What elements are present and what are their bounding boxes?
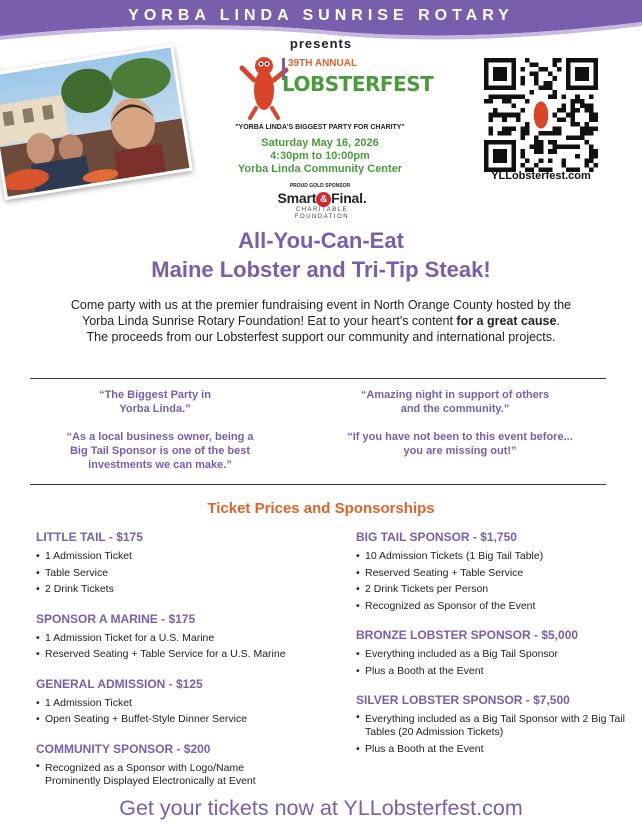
logo-ordinal: 39TH ANNUAL bbox=[288, 58, 358, 69]
lobsterfest-logo bbox=[236, 50, 434, 122]
sponsor-amp-icon: & bbox=[316, 192, 331, 207]
tier-item: • Open Seating + Buffet-Style Dinner Service bbox=[36, 711, 326, 728]
tier-sponsor-a-marine bbox=[36, 612, 326, 663]
qr-url-label[interactable]: YLLobsterfest.com bbox=[491, 170, 591, 182]
quote-3 bbox=[40, 430, 280, 472]
logo-name: LOBSTERFEST bbox=[282, 72, 434, 96]
tier-big-tail-sponsor bbox=[356, 530, 634, 614]
intro-text-after: . The proceeds from our Lobsterfest support our community and international projects. bbox=[86, 314, 560, 344]
headline-line1: All-You-Can-Eat bbox=[238, 228, 404, 253]
tier-item: • 10 Admission Tickets (1 Big Tail Table) bbox=[356, 548, 634, 565]
quote-1-line2: Yorba Linda.” bbox=[119, 403, 191, 415]
tier-little-tail bbox=[36, 530, 326, 598]
event-time: 4:30pm to 10:00pm bbox=[270, 150, 370, 162]
tier-item: • Recognized as a Sponsor with Logo/Name Prominently Displayed Electronically at Event bbox=[36, 760, 296, 790]
tier-item: • Reserved Seating + Table Service for a U.S. Marine bbox=[36, 646, 326, 663]
tier-name: BRONZE LOBSTER SPONSOR - $5,000 bbox=[356, 628, 579, 642]
sponsor-name-part1: Smart bbox=[277, 190, 317, 206]
tier-item: • Reserved Seating + Table Service bbox=[356, 565, 634, 582]
tickets-left-column bbox=[36, 530, 326, 804]
tier-item: • 2 Drink Tickets per Person bbox=[356, 581, 634, 598]
qr-lobster-icon bbox=[534, 101, 549, 128]
intro-paragraph bbox=[70, 297, 572, 345]
quote-1 bbox=[60, 388, 250, 416]
tier-item: • 1 Admission Ticket for a U.S. Marine bbox=[36, 630, 326, 647]
intro-text-bold: for a great cause bbox=[456, 314, 557, 328]
tier-silver-lobster-sponsor bbox=[356, 693, 634, 758]
tier-item: • 1 Admission Ticket bbox=[36, 695, 326, 712]
banner-title: YORBA LINDA SUNRISE ROTARY bbox=[128, 7, 514, 24]
headline-line2: Maine Lobster and Tri-Tip Steak! bbox=[151, 257, 491, 282]
quote-3-line2: Big Tail Sponsor is one of the best bbox=[69, 445, 251, 457]
tier-item: • Recognized as Sponsor of the Event bbox=[356, 598, 634, 615]
event-date: Saturday May 16, 2026 bbox=[261, 137, 379, 149]
qr-code[interactable] bbox=[484, 58, 598, 172]
smart-final-logo bbox=[262, 190, 382, 221]
tier-name: SPONSOR A MARINE - $175 bbox=[36, 611, 196, 626]
tier-item: • 1 Admission Ticket bbox=[36, 548, 326, 565]
tier-item: • Everything included as a Big Tail Sponsor with 2 Big Tail Tables (20 Admission Tickets) bbox=[356, 711, 634, 741]
cta-link[interactable]: Get your tickets now at YLLobsterfest.com bbox=[119, 796, 523, 820]
tier-name: BIG TAIL SPONSOR - $1,750 bbox=[356, 530, 517, 544]
tickets-right-column bbox=[356, 530, 634, 772]
sponsor-name-part2: Final. bbox=[331, 190, 367, 206]
tier-name: GENERAL ADMISSION - $125 bbox=[36, 676, 203, 691]
tier-name: COMMUNITY SPONSOR - $200 bbox=[36, 741, 211, 756]
tier-item: • Everything included as a Big Tail Sponsor bbox=[356, 646, 634, 663]
quote-4-line1: “If you have not been to this event before... bbox=[347, 431, 573, 443]
quote-4 bbox=[320, 430, 600, 458]
intro-text-before: Come party with us at the premier fundraising event in North Orange County hosted by the Yorba Linda Sunrise Rotary Foundation! Eat to your heart's content bbox=[70, 298, 572, 328]
tier-item: • Table Service bbox=[36, 565, 326, 582]
tier-community-sponsor bbox=[36, 742, 326, 790]
sponsor-sub1: CHARITABLE bbox=[295, 207, 349, 213]
quote-3-line3: investments we can make.” bbox=[88, 459, 232, 471]
quote-1-line1: “The Biggest Party in bbox=[99, 389, 211, 401]
tier-bronze-lobster-sponsor bbox=[356, 628, 634, 679]
sponsor-sub2: FOUNDATION bbox=[294, 214, 350, 220]
event-tagline: "YORBA LINDA'S BIGGEST PARTY FOR CHARITY" bbox=[235, 124, 405, 131]
tier-item: • Plus a Booth at the Event bbox=[356, 663, 634, 680]
quote-2-line1: “Amazing night in support of others bbox=[360, 389, 550, 401]
event-venue: Yorba Linda Community Center bbox=[237, 163, 403, 175]
divider-top bbox=[30, 378, 606, 379]
presents-label: presents bbox=[289, 36, 353, 51]
quote-2 bbox=[330, 388, 580, 416]
event-photo bbox=[0, 44, 193, 200]
tier-item: • Plus a Booth at the Event bbox=[356, 741, 634, 758]
tier-item: • 2 Drink Tickets bbox=[36, 581, 326, 598]
event-details bbox=[200, 137, 440, 176]
tier-name: SILVER LOBSTER SPONSOR - $7,500 bbox=[356, 693, 570, 707]
divider-bottom bbox=[30, 484, 606, 485]
quote-3-line1: “As a local business owner, being a bbox=[66, 431, 254, 443]
headline bbox=[0, 226, 642, 284]
quote-4-line2: you are missing out!” bbox=[403, 445, 517, 457]
tier-general-admission bbox=[36, 677, 326, 728]
tickets-title: Ticket Prices and Sponsorships bbox=[207, 500, 435, 517]
quote-2-line2: and the community.” bbox=[400, 403, 510, 415]
tier-name: LITTLE TAIL - $175 bbox=[36, 530, 143, 544]
gold-sponsor-label: PROUD GOLD SPONSOR bbox=[289, 183, 351, 189]
